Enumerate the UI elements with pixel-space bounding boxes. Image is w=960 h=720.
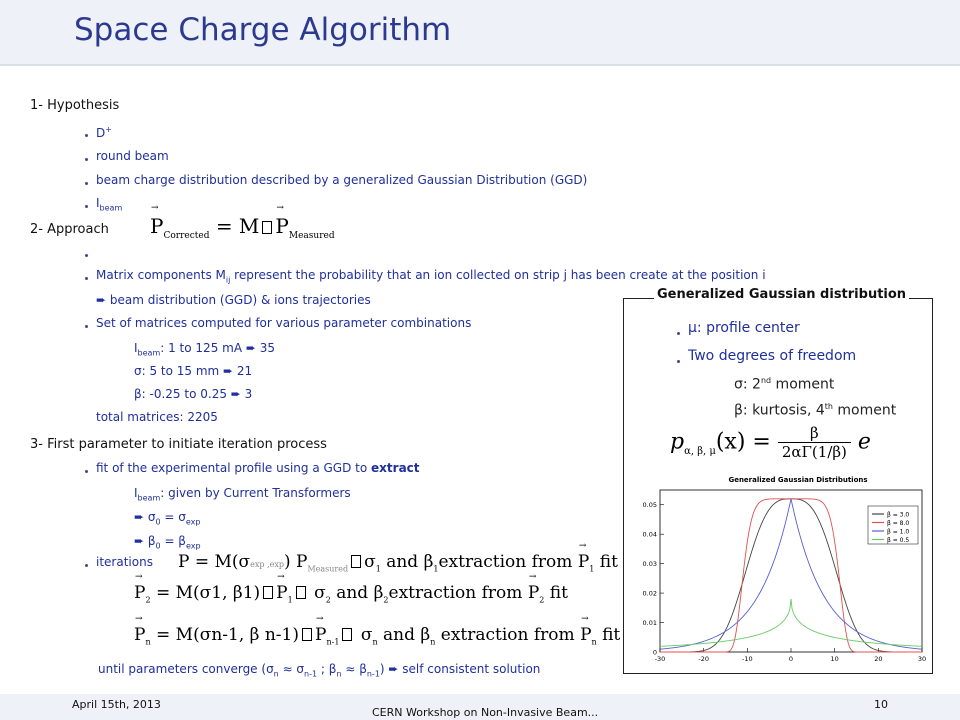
bullet-icon <box>85 182 88 185</box>
param-ibeam-range: $I_{beam}$: 1 to 125 mA ➨ 35 <box>134 341 275 358</box>
y-tick-label: 0.04 <box>642 530 657 539</box>
bullet-icon <box>85 254 88 257</box>
page-title: Space Charge Algorithm <box>74 12 452 48</box>
x-tick-label: 30 <box>917 655 927 663</box>
ggd-formula: $p_{\alpha, \beta, \mu}(x)$ = $\frac{\beta}{2\alpha\Gamma(1/\beta)}$ e <box>670 424 871 461</box>
ggd-mu-profile-center: μ: profile center <box>688 320 800 336</box>
x-tick-label: 10 <box>830 655 839 663</box>
bullet-icon <box>677 360 680 363</box>
footer-date: April 15th, 2013 <box>72 698 161 711</box>
bullet-icon <box>85 277 88 280</box>
bullet-icon <box>85 158 88 161</box>
y-tick-label: 0.02 <box>642 589 657 598</box>
x-tick-label: -20 <box>698 655 709 663</box>
iteration-formula-n: → $P_n = M(\sigma n-1$, β $n-1)\to P_{n-1}$ $\sigma_n$ and $\beta_n$ extraction from → $P_n$ fit <box>134 625 620 646</box>
y-tick-label: 0.01 <box>642 619 657 628</box>
hypothesis-ggd: beam charge distribution described by a generalized Gaussian Distribution (GGD) <box>96 173 588 187</box>
legend-label: β = 8.0 <box>887 519 910 527</box>
ggd-panel-title: Generalized Gaussian distribution <box>654 287 909 302</box>
iteration-formula-2: → $P_2 = M(\sigma 1$, $\beta 1)\to P_1$ $\sigma_2$ and $\beta_2extraction$ from → $P_2$ fit <box>134 583 568 604</box>
fit-experimental-profile: fit of the experimental profile using a GGD to extract <box>96 461 420 475</box>
legend-label: β = 1.0 <box>887 528 910 536</box>
ggd-sigma-moment: σ: 2nd moment <box>734 376 835 393</box>
iteration-formula-1: P = M(σexp ,exp) $P_{Measured}$ $\sigma_1$ and $\beta_1extraction$ from → $P_1$ fit <box>178 552 618 573</box>
chart-title: Generalized Gaussian Distributions <box>728 476 868 484</box>
bullet-icon <box>85 205 88 208</box>
approach-arrow-ggd: ➨ beam distribution (GGD) & ions trajectories <box>96 293 371 307</box>
hypothesis-ibeam: $I_{beam}$ <box>96 196 123 213</box>
header-divider <box>0 64 960 66</box>
footer-event: CERN Workshop on Non-Invasive Beam... <box>372 706 599 719</box>
ggd-degrees-of-freedom: Two degrees of freedom <box>688 348 857 364</box>
bullet-icon <box>677 332 680 335</box>
correction-formula: → $P_{Corrected} = M\to P_{Measured}$ <box>150 214 335 241</box>
sigma-init: ➨ $\sigma_0 = \sigma_{exp}$ <box>134 510 201 527</box>
bullet-icon <box>85 134 88 137</box>
approach-matrices-set: Set of matrices computed for various parameter combinations <box>96 316 472 330</box>
x-tick-label: -30 <box>654 655 666 663</box>
x-tick-label: -10 <box>742 655 753 663</box>
hypothesis-ion: D+ <box>96 125 112 140</box>
ibeam-current-transformers: $I_{beam}$: given by Current Transformers <box>134 486 351 503</box>
bullet-icon <box>85 564 88 567</box>
page-number: 10 <box>874 698 888 711</box>
iterations-label: iterations <box>96 555 153 569</box>
series-line <box>660 599 922 646</box>
param-sigma-range: σ: 5 to 15 mm ➨ 21 <box>134 364 253 378</box>
total-matrices: total matrices: 2205 <box>96 410 218 424</box>
section-hypothesis-heading: 1- Hypothesis <box>30 98 120 113</box>
ggd-beta-kurtosis: β: kurtosis, 4th moment <box>734 402 897 419</box>
x-tick-label: 20 <box>874 655 883 663</box>
y-tick-label: 0.03 <box>642 560 657 569</box>
bullet-icon <box>85 325 88 328</box>
x-tick-label: 0 <box>788 655 794 663</box>
section-approach-heading: 2- Approach <box>30 222 109 237</box>
y-tick-label: 0.05 <box>642 501 657 510</box>
param-beta-range: β: -0.25 to 0.25 ➨ 3 <box>134 387 253 401</box>
hypothesis-round-beam: round beam <box>96 149 169 163</box>
bullet-icon <box>85 470 88 473</box>
legend-label: β = 3.0 <box>887 511 910 519</box>
beta-init: ➨ $\beta_0 = \beta_{exp}$ <box>134 534 201 551</box>
ggd-chart <box>628 466 928 666</box>
legend-label: β = 0.5 <box>887 536 910 544</box>
section-first-parameter-heading: 3- First parameter to initiate iteration process <box>30 437 327 452</box>
y-tick-label: 0 <box>652 648 657 657</box>
convergence-criterion: until parameters converge ($\sigma_n \approx \sigma_{n-1}$ ; $\beta_n \approx \beta_{n-1}$) ➨ self consistent solution <box>98 662 541 679</box>
approach-matrix-components: Matrix components $M_{ij}$ represent the probability that an ion collected on strip j has been create at the position i <box>96 268 766 285</box>
